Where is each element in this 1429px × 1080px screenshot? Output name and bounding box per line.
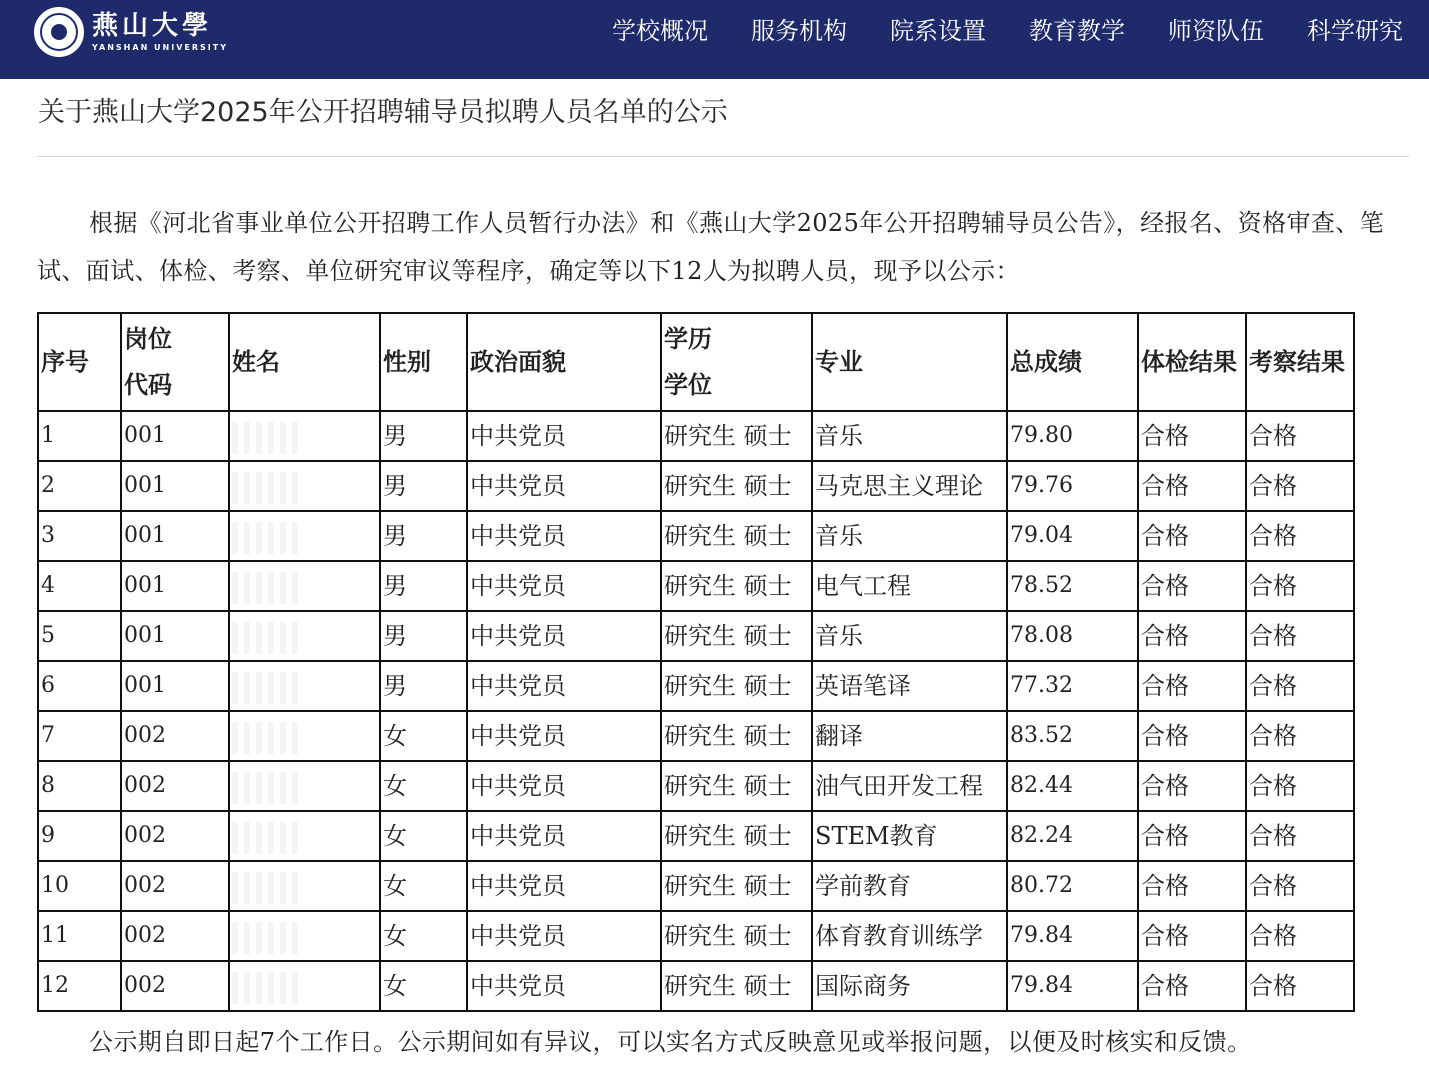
intro-paragraph: 根据《河北省事业单位公开招聘工作人员暂行办法》和《燕山大学2025年公开招聘辅导员公告》，经报名、资格审查、笔试、面试、体检、考察、单位研究审议等程序，确定等以下12人为拟聘人员，现予以公示： bbox=[37, 209, 1385, 285]
table-row bbox=[38, 461, 1354, 511]
cell-physical: 合格 bbox=[1138, 661, 1246, 711]
header-post-line1: 岗位 bbox=[124, 324, 172, 353]
cell-gender: 男 bbox=[380, 411, 467, 461]
header-degree-line2: 学位 bbox=[664, 370, 712, 399]
redacted-name-mask bbox=[232, 722, 302, 754]
cell-seq: 7 bbox=[38, 711, 121, 761]
university-seal-icon bbox=[34, 7, 84, 57]
cell-score: 79.84 bbox=[1007, 911, 1138, 961]
redacted-name-mask bbox=[232, 622, 302, 654]
cell-major: 电气工程 bbox=[812, 561, 1007, 611]
cell-physical: 合格 bbox=[1138, 711, 1246, 761]
header-name: 姓名 bbox=[229, 313, 380, 411]
cell-politics: 中共党员 bbox=[467, 811, 661, 861]
cell-name bbox=[229, 961, 380, 1011]
candidate-table bbox=[37, 312, 1355, 1012]
table-row bbox=[38, 811, 1354, 861]
table-row bbox=[38, 561, 1354, 611]
redacted-name-mask bbox=[232, 672, 302, 704]
cell-degree: 研究生 硕士 bbox=[661, 711, 812, 761]
cell-name bbox=[229, 511, 380, 561]
cell-gender: 男 bbox=[380, 611, 467, 661]
cell-name bbox=[229, 761, 380, 811]
cell-review: 合格 bbox=[1246, 861, 1354, 911]
cell-seq: 2 bbox=[38, 461, 121, 511]
nav-item-research[interactable]: 科学研究 bbox=[1307, 17, 1403, 45]
redacted-name-mask bbox=[232, 872, 302, 904]
cell-post-code: 002 bbox=[121, 711, 229, 761]
cell-physical: 合格 bbox=[1138, 911, 1246, 961]
table-header-row bbox=[38, 313, 1354, 411]
cell-score: 78.08 bbox=[1007, 611, 1138, 661]
table-row bbox=[38, 861, 1354, 911]
header-physical: 体检结果 bbox=[1138, 313, 1246, 411]
cell-politics: 中共党员 bbox=[467, 661, 661, 711]
cell-review: 合格 bbox=[1246, 511, 1354, 561]
cell-physical: 合格 bbox=[1138, 511, 1246, 561]
cell-politics: 中共党员 bbox=[467, 461, 661, 511]
cell-review: 合格 bbox=[1246, 661, 1354, 711]
cell-name bbox=[229, 411, 380, 461]
cell-physical: 合格 bbox=[1138, 411, 1246, 461]
cell-gender: 男 bbox=[380, 661, 467, 711]
nav-item-overview[interactable]: 学校概况 bbox=[612, 17, 708, 45]
cell-score: 82.24 bbox=[1007, 811, 1138, 861]
cell-politics: 中共党员 bbox=[467, 511, 661, 561]
cell-score: 79.84 bbox=[1007, 961, 1138, 1011]
cell-score: 79.04 bbox=[1007, 511, 1138, 561]
cell-review: 合格 bbox=[1246, 461, 1354, 511]
cell-gender: 女 bbox=[380, 911, 467, 961]
cell-score: 79.80 bbox=[1007, 411, 1138, 461]
redacted-name-mask bbox=[232, 972, 302, 1004]
header-post-code bbox=[121, 313, 229, 411]
redacted-name-mask bbox=[232, 922, 302, 954]
cell-degree: 研究生 硕士 bbox=[661, 911, 812, 961]
cell-seq: 12 bbox=[38, 961, 121, 1011]
cell-name bbox=[229, 861, 380, 911]
cell-gender: 男 bbox=[380, 511, 467, 561]
cell-score: 77.32 bbox=[1007, 661, 1138, 711]
cell-politics: 中共党员 bbox=[467, 711, 661, 761]
cell-physical: 合格 bbox=[1138, 611, 1246, 661]
table-row bbox=[38, 911, 1354, 961]
cell-seq: 4 bbox=[38, 561, 121, 611]
cell-seq: 6 bbox=[38, 661, 121, 711]
nav-item-services[interactable]: 服务机构 bbox=[751, 17, 847, 45]
cell-degree: 研究生 硕士 bbox=[661, 411, 812, 461]
cell-seq: 3 bbox=[38, 511, 121, 561]
logo-english: YANSHAN UNIVERSITY bbox=[92, 43, 229, 52]
table-row bbox=[38, 961, 1354, 1011]
cell-gender: 男 bbox=[380, 561, 467, 611]
footer-note: 公示期自即日起7个工作日。公示期间如有异议，可以实名方式反映意见或举报问题，以便及时核实和反馈。 bbox=[89, 1028, 1252, 1056]
cell-degree: 研究生 硕士 bbox=[661, 511, 812, 561]
cell-gender: 女 bbox=[380, 811, 467, 861]
title-divider bbox=[37, 156, 1409, 157]
nav-item-faculty[interactable]: 师资队伍 bbox=[1168, 17, 1264, 45]
cell-review: 合格 bbox=[1246, 961, 1354, 1011]
cell-politics: 中共党员 bbox=[467, 611, 661, 661]
cell-physical: 合格 bbox=[1138, 561, 1246, 611]
redacted-name-mask bbox=[232, 772, 302, 804]
logo-wordmark bbox=[92, 11, 228, 53]
cell-physical: 合格 bbox=[1138, 961, 1246, 1011]
cell-seq: 9 bbox=[38, 811, 121, 861]
table-body bbox=[38, 411, 1354, 1011]
header-gender: 性别 bbox=[380, 313, 467, 411]
cell-score: 83.52 bbox=[1007, 711, 1138, 761]
cell-major: 体育教育训练学 bbox=[812, 911, 1007, 961]
table-row bbox=[38, 711, 1354, 761]
cell-degree: 研究生 硕士 bbox=[661, 961, 812, 1011]
cell-degree: 研究生 硕士 bbox=[661, 611, 812, 661]
cell-review: 合格 bbox=[1246, 411, 1354, 461]
header-score: 总成绩 bbox=[1007, 313, 1138, 411]
cell-degree: 研究生 硕士 bbox=[661, 811, 812, 861]
cell-degree: 研究生 硕士 bbox=[661, 461, 812, 511]
nav-item-departments[interactable]: 院系设置 bbox=[890, 17, 986, 45]
cell-name bbox=[229, 611, 380, 661]
cell-review: 合格 bbox=[1246, 911, 1354, 961]
cell-major: 音乐 bbox=[812, 411, 1007, 461]
table-row bbox=[38, 411, 1354, 461]
cell-politics: 中共党员 bbox=[467, 561, 661, 611]
cell-major: 国际商务 bbox=[812, 961, 1007, 1011]
table-row bbox=[38, 611, 1354, 661]
cell-review: 合格 bbox=[1246, 761, 1354, 811]
cell-degree: 研究生 硕士 bbox=[661, 761, 812, 811]
cell-degree: 研究生 硕士 bbox=[661, 661, 812, 711]
cell-post-code: 002 bbox=[121, 761, 229, 811]
cell-politics: 中共党员 bbox=[467, 961, 661, 1011]
cell-gender: 女 bbox=[380, 761, 467, 811]
cell-score: 79.76 bbox=[1007, 461, 1138, 511]
cell-seq: 5 bbox=[38, 611, 121, 661]
cell-post-code: 001 bbox=[121, 511, 229, 561]
table-row bbox=[38, 661, 1354, 711]
header-post-line2: 代码 bbox=[124, 370, 172, 399]
cell-name bbox=[229, 711, 380, 761]
cell-major: 油气田开发工程 bbox=[812, 761, 1007, 811]
logo-chinese: 燕山大學 bbox=[92, 11, 213, 41]
header-seq: 序号 bbox=[38, 313, 121, 411]
redacted-name-mask bbox=[232, 522, 302, 554]
redacted-name-mask bbox=[232, 472, 302, 504]
cell-review: 合格 bbox=[1246, 561, 1354, 611]
cell-seq: 1 bbox=[38, 411, 121, 461]
header-major: 专业 bbox=[812, 313, 1007, 411]
cell-physical: 合格 bbox=[1138, 761, 1246, 811]
cell-politics: 中共党员 bbox=[467, 761, 661, 811]
cell-name bbox=[229, 661, 380, 711]
cell-physical: 合格 bbox=[1138, 811, 1246, 861]
cell-physical: 合格 bbox=[1138, 461, 1246, 511]
cell-name bbox=[229, 561, 380, 611]
cell-post-code: 002 bbox=[121, 961, 229, 1011]
cell-major: 马克思主义理论 bbox=[812, 461, 1007, 511]
top-navbar bbox=[0, 0, 1429, 79]
cell-score: 80.72 bbox=[1007, 861, 1138, 911]
cell-seq: 10 bbox=[38, 861, 121, 911]
cell-politics: 中共党员 bbox=[467, 911, 661, 961]
cell-physical: 合格 bbox=[1138, 861, 1246, 911]
cell-major: STEM教育 bbox=[812, 811, 1007, 861]
main-nav bbox=[612, 0, 1429, 62]
nav-item-education[interactable]: 教育教学 bbox=[1029, 17, 1125, 45]
cell-post-code: 001 bbox=[121, 561, 229, 611]
table-row bbox=[38, 761, 1354, 811]
cell-degree: 研究生 硕士 bbox=[661, 861, 812, 911]
cell-name bbox=[229, 811, 380, 861]
redacted-name-mask bbox=[232, 572, 302, 604]
cell-review: 合格 bbox=[1246, 811, 1354, 861]
cell-politics: 中共党员 bbox=[467, 411, 661, 461]
header-politics: 政治面貌 bbox=[467, 313, 661, 411]
redacted-name-mask bbox=[232, 422, 302, 454]
cell-name bbox=[229, 911, 380, 961]
cell-post-code: 001 bbox=[121, 611, 229, 661]
cell-score: 82.44 bbox=[1007, 761, 1138, 811]
cell-gender: 女 bbox=[380, 961, 467, 1011]
university-logo[interactable] bbox=[34, 7, 228, 57]
cell-major: 英语笔译 bbox=[812, 661, 1007, 711]
cell-degree: 研究生 硕士 bbox=[661, 561, 812, 611]
cell-score: 78.52 bbox=[1007, 561, 1138, 611]
cell-major: 翻译 bbox=[812, 711, 1007, 761]
cell-seq: 11 bbox=[38, 911, 121, 961]
cell-post-code: 001 bbox=[121, 461, 229, 511]
cell-gender: 女 bbox=[380, 711, 467, 761]
header-review: 考察结果 bbox=[1246, 313, 1354, 411]
redacted-name-mask bbox=[232, 822, 302, 854]
cell-review: 合格 bbox=[1246, 611, 1354, 661]
cell-major: 学前教育 bbox=[812, 861, 1007, 911]
cell-gender: 女 bbox=[380, 861, 467, 911]
header-degree-line1: 学历 bbox=[664, 324, 712, 353]
table-row bbox=[38, 511, 1354, 561]
cell-post-code: 001 bbox=[121, 661, 229, 711]
cell-name bbox=[229, 461, 380, 511]
cell-politics: 中共党员 bbox=[467, 861, 661, 911]
cell-gender: 男 bbox=[380, 461, 467, 511]
cell-seq: 8 bbox=[38, 761, 121, 811]
page-title: 关于燕山大学2025年公开招聘辅导员拟聘人员名单的公示 bbox=[38, 97, 728, 128]
cell-major: 音乐 bbox=[812, 511, 1007, 561]
cell-post-code: 002 bbox=[121, 811, 229, 861]
header-degree bbox=[661, 313, 812, 411]
cell-post-code: 002 bbox=[121, 911, 229, 961]
cell-post-code: 001 bbox=[121, 411, 229, 461]
cell-major: 音乐 bbox=[812, 611, 1007, 661]
cell-post-code: 002 bbox=[121, 861, 229, 911]
cell-review: 合格 bbox=[1246, 711, 1354, 761]
